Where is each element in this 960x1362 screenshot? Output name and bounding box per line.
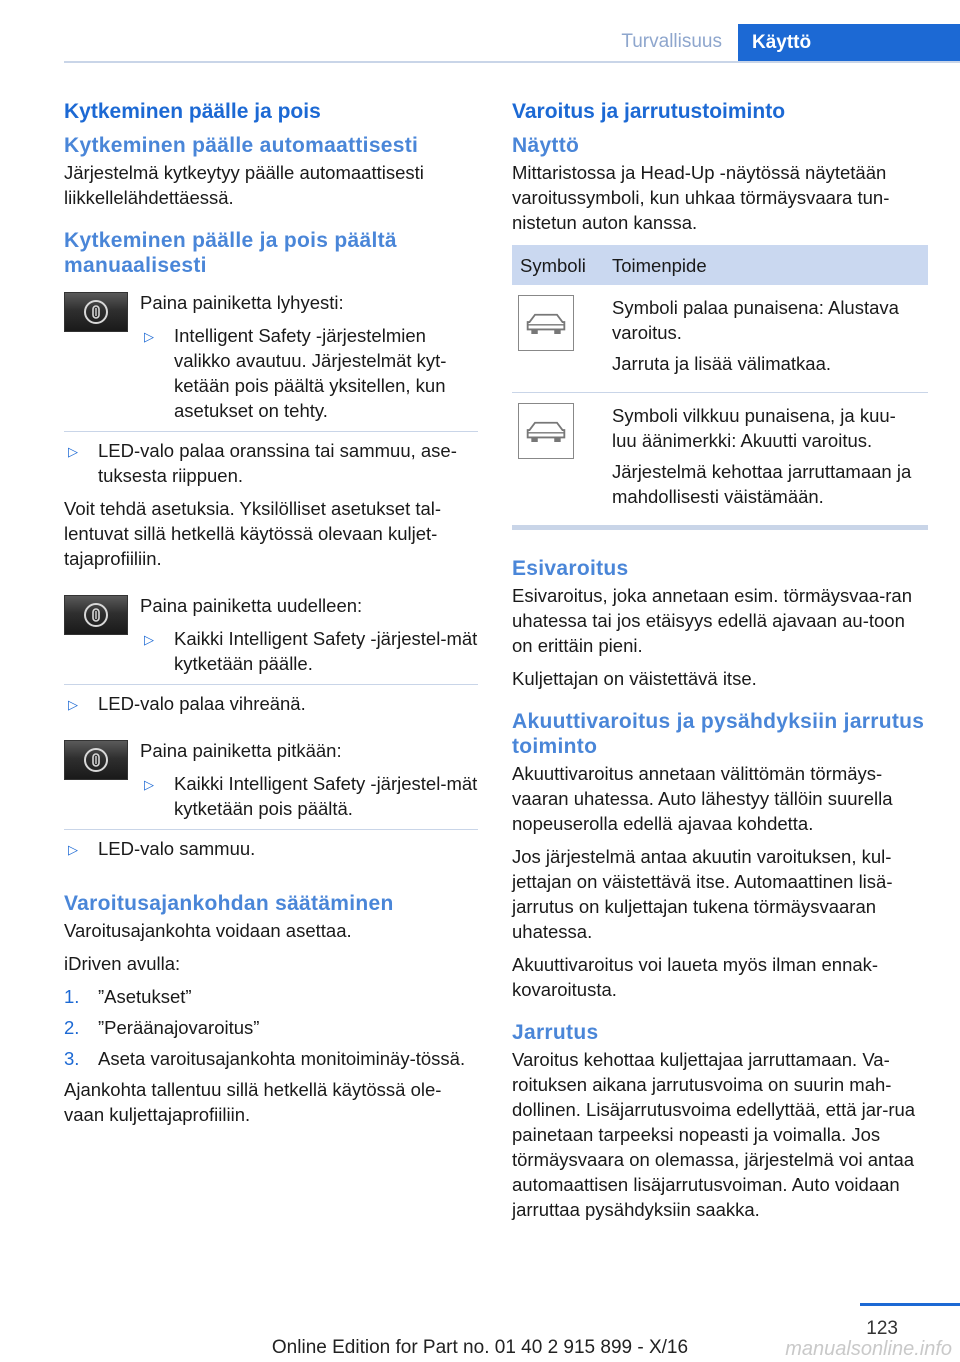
step-number: 1. bbox=[64, 986, 80, 1007]
list-item-text: LED-valo palaa vihreänä. bbox=[98, 693, 306, 714]
step-item bbox=[64, 1015, 478, 1040]
divider bbox=[64, 431, 478, 432]
press-short-block bbox=[64, 290, 478, 423]
pre-warning-text: Esivaroitus, joka annetaan esim. törmäysvaa-ran uhatessa tai jos etäisyys edellä ajavaan au-toon on erittäin pieni. bbox=[512, 585, 912, 656]
acute-text-1: Akuuttivaroitus annetaan välittömän törmäys-vaaran uhatessa. Auto lähestyy tällöin suurella nopeuserolla edellä ajavaa kohdetta. bbox=[512, 763, 893, 834]
car-warning-icon bbox=[518, 403, 574, 459]
triangle-bullet-icon: ▷ bbox=[68, 697, 78, 712]
step-text: Aseta varoitusajankohta monitoiminäy-tössä. bbox=[98, 1048, 466, 1069]
safety-button-icon bbox=[83, 602, 109, 628]
action-cell bbox=[604, 285, 928, 393]
section-title-right: Varoitus ja jarrutustoiminto bbox=[512, 100, 786, 123]
manual-heading: Kytkeminen päälle ja pois päältä manuaalisesti bbox=[64, 229, 397, 277]
divider bbox=[64, 684, 478, 685]
braking-text: Varoitus kehottaa kuljettajaa jarruttamaan. Va-roituksen aikana jarrutusvoima on suurin mah-dollinen. Lisäjarrutusvoima edellyttää, että jar-rua painetaan tarpeeksi nopeasti ja voimalla. Jos törmäysvaara on olemassa, järjestelmä voi antaa automaattisen lisäjarrutusvoiman. Auto voidaan jarruttaa pysähdyksiin saakka. bbox=[512, 1049, 916, 1220]
page-number: 123 bbox=[866, 1318, 898, 1339]
triangle-bullet-icon: ▷ bbox=[144, 632, 154, 647]
list-item bbox=[64, 836, 478, 861]
step-number: 3. bbox=[64, 1048, 80, 1069]
safety-button-image bbox=[64, 595, 128, 635]
triangle-bullet-icon: ▷ bbox=[144, 777, 154, 792]
step-item bbox=[64, 984, 478, 1009]
save-text: Ajankohta tallentuu sillä hetkellä käytössä ole-vaan kuljettajaprofiiliin. bbox=[64, 1079, 442, 1125]
press-again-text: Paina painiketta uudelleen: bbox=[140, 595, 363, 616]
press-long-text: Paina painiketta pitkään: bbox=[140, 740, 342, 761]
braking-heading: Jarrutus bbox=[512, 1021, 599, 1044]
safety-button-icon bbox=[83, 299, 109, 325]
press-again-block bbox=[64, 593, 478, 676]
col-header-action: Toimenpide bbox=[604, 245, 928, 285]
divider bbox=[64, 829, 478, 830]
step-item bbox=[64, 1046, 478, 1071]
list-item bbox=[140, 323, 478, 423]
step-text: ”Asetukset” bbox=[98, 986, 192, 1007]
action-cell bbox=[604, 393, 928, 526]
pre-warning-text-2: Kuljettajan on väistettävä itse. bbox=[512, 668, 757, 689]
auto-text: Järjestelmä kytkeytyy päälle automaattisesti liikkellelähdettäessä. bbox=[64, 162, 424, 208]
press-long-block bbox=[64, 738, 478, 821]
safety-button-image bbox=[64, 292, 128, 332]
display-text: Mittaristossa ja Head-Up -näytössä näytetään varoitussymboli, kun uhkaa törmäysvaara tun-nistetun auton kanssa. bbox=[512, 162, 890, 233]
action-text: Jarruta ja lisää välimatkaa. bbox=[612, 353, 832, 374]
timing-text: Varoitusajankohta voidaan asettaa. bbox=[64, 920, 352, 941]
symbol-table bbox=[512, 245, 928, 526]
triangle-bullet-icon: ▷ bbox=[144, 329, 154, 344]
display-heading: Näyttö bbox=[512, 134, 580, 157]
idrive-text: iDriven avulla: bbox=[64, 953, 181, 974]
section-title-left: Kytkeminen päälle ja pois bbox=[64, 100, 321, 123]
list-item bbox=[140, 626, 478, 676]
settings-text: Voit tehdä asetuksia. Yksilölliset asetukset tal-lentuvat sillä hetkellä käytössä olevaan kuljet-tajaprofiiliin. bbox=[64, 498, 442, 569]
list-item bbox=[140, 771, 478, 821]
table-row bbox=[512, 285, 928, 393]
table-row bbox=[512, 393, 928, 526]
action-text: Järjestelmä kehottaa jarruttamaan ja mahdollisesti väistämään. bbox=[612, 461, 912, 507]
auto-heading: Kytkeminen päälle automaattisesti bbox=[64, 134, 419, 157]
action-text: Symboli vilkkuu punaisena, ja kuu-luu äänimerkki: Akuutti varoitus. bbox=[612, 405, 896, 451]
triangle-bullet-icon: ▷ bbox=[68, 444, 78, 459]
list-item bbox=[64, 438, 478, 488]
step-number: 2. bbox=[64, 1017, 80, 1038]
acute-text-2: Jos järjestelmä antaa akuutin varoituksen, kul-jettajan on väistettävä itse. Automaattinen lisä-jarrutus on kuljettajan tukena törmäysvaaran uhatessa. bbox=[512, 846, 893, 942]
timing-heading: Varoitusajankohdan säätäminen bbox=[64, 892, 394, 915]
footer-rule bbox=[860, 1303, 960, 1306]
watermark: manualsonline.info bbox=[785, 1338, 952, 1360]
table-header-row bbox=[512, 245, 928, 285]
list-item-text: LED-valo palaa oranssina tai sammuu, ase-tuksesta riippuen. bbox=[98, 440, 457, 486]
acute-warning-heading: Akuuttivaroitus ja pysähdyksiin jarrutus toiminto bbox=[512, 710, 925, 758]
safety-button-icon bbox=[83, 747, 109, 773]
header-section-label: Turvallisuus bbox=[621, 31, 722, 52]
acute-text-3: Akuuttivaroitus voi laueta myös ilman ennak-kovaroitusta. bbox=[512, 954, 879, 1000]
safety-button-image bbox=[64, 740, 128, 780]
col-header-symbol: Symboli bbox=[512, 245, 604, 285]
edition-text: Online Edition for Part no. 01 40 2 915 899 - X/16 bbox=[271, 1337, 689, 1358]
car-warning-icon bbox=[518, 295, 574, 351]
left-column bbox=[64, 98, 478, 1135]
list-item-text: LED-valo sammuu. bbox=[98, 838, 256, 859]
list-item-text: Kaikki Intelligent Safety -järjestel-mät kytketään pois päältä. bbox=[174, 773, 478, 819]
press-short-text: Paina painiketta lyhyesti: bbox=[140, 292, 344, 313]
list-item-text: Kaikki Intelligent Safety -järjestel-mät kytketään päälle. bbox=[174, 628, 478, 674]
header-rule bbox=[64, 61, 960, 63]
header-chapter-tab: Käyttö bbox=[738, 24, 960, 62]
list-item-text: Intelligent Safety -järjestelmien valikko avautuu. Järjestelmät kyt-ketään pois päältä yksitellen, kun asetukset on tehty. bbox=[174, 325, 447, 421]
symbol-cell bbox=[512, 393, 604, 526]
step-text: ”Peräänajovaroitus” bbox=[98, 1017, 260, 1038]
table-bottom-rule bbox=[512, 526, 928, 530]
triangle-bullet-icon: ▷ bbox=[68, 842, 78, 857]
right-column bbox=[512, 98, 928, 1230]
list-item bbox=[64, 691, 478, 716]
pre-warning-heading: Esivaroitus bbox=[512, 557, 629, 580]
symbol-cell bbox=[512, 285, 604, 393]
action-text: Symboli palaa punaisena: Alustava varoitus. bbox=[612, 297, 899, 343]
